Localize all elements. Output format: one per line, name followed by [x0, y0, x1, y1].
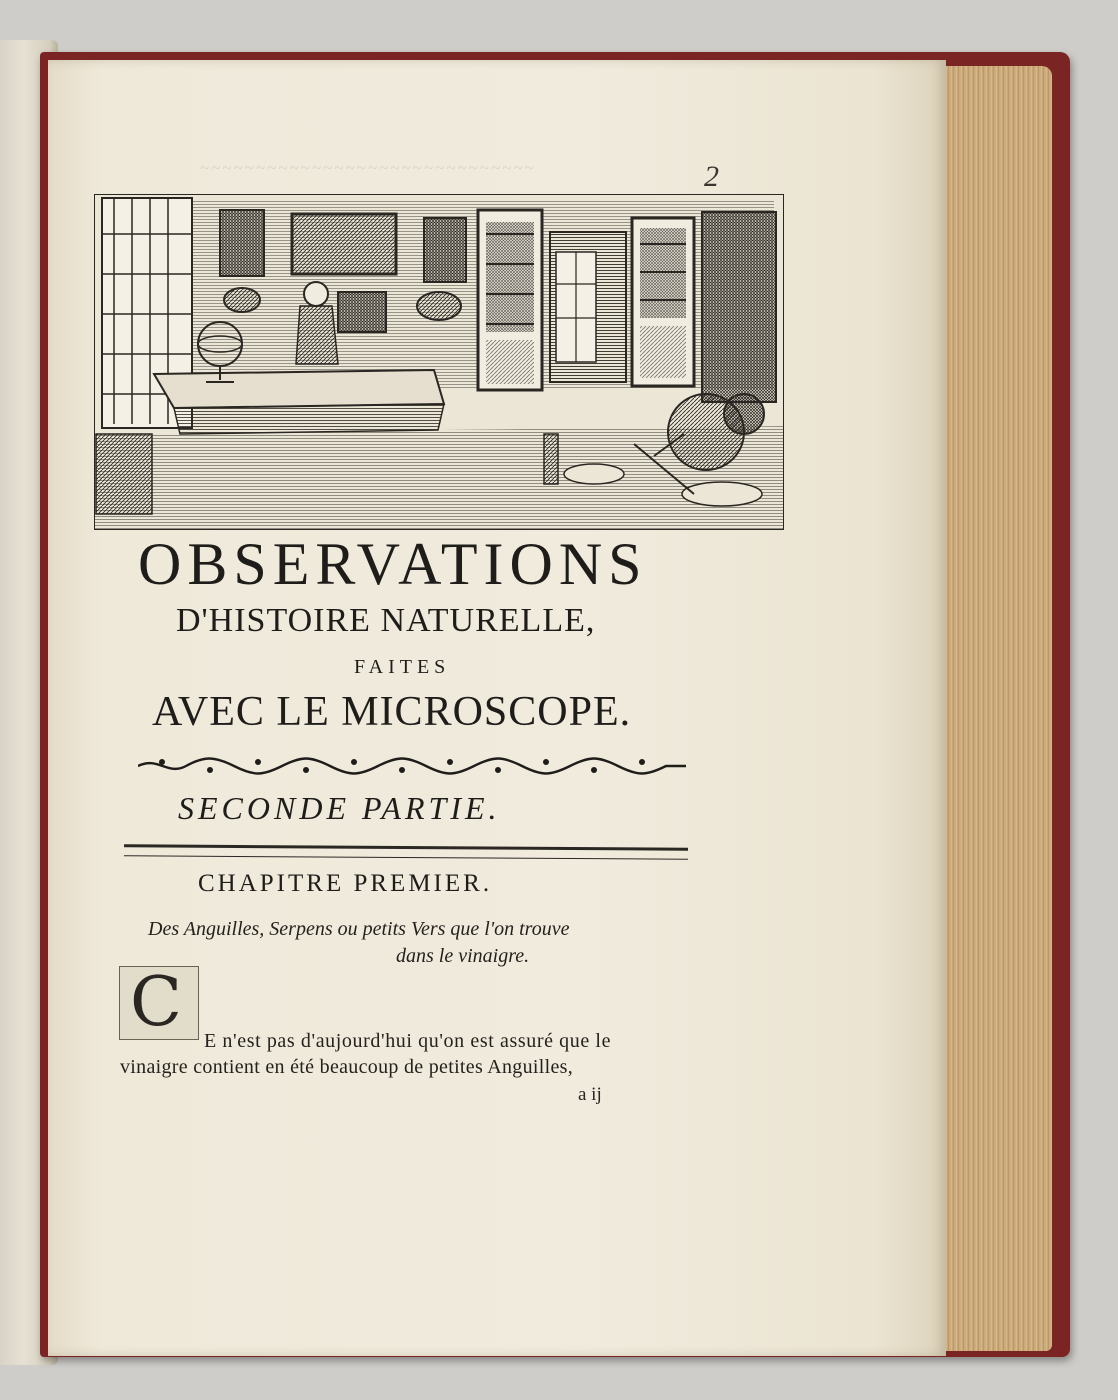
page-block-edges: [940, 66, 1052, 1351]
chapter-subtitle-line-1: Des Anguilles, Serpens ou petits Vers que l'on trouve: [148, 918, 570, 940]
handwritten-page-number: 2: [704, 160, 719, 193]
ornamental-drop-cap: [119, 963, 199, 1042]
title-line-histoire-naturelle: D'HISTOIRE NATURELLE,: [176, 602, 596, 639]
body-text-line-1: E n'est pas d'aujourd'hui qu'on est assuré que le: [204, 1030, 612, 1052]
part-heading: SECONDE PARTIE.: [178, 790, 501, 826]
title-line-microscope: AVEC LE MICROSCOPE.: [152, 689, 632, 735]
engraving-illustration: [94, 194, 784, 530]
drop-cap-letter: C: [130, 963, 183, 1042]
floral-ornament-rule: [138, 754, 686, 778]
body-text-line-2: vinaigre contient en été beaucoup de petites Anguilles,: [120, 1056, 574, 1078]
show-through-text: ~~~~~~~~~~~~~~~~~~~~~~~~~~~~~~: [200, 158, 536, 177]
signature-mark: a ij: [578, 1084, 602, 1105]
chapter-heading: CHAPITRE PREMIER.: [198, 870, 493, 897]
title-line-faites: FAITES: [354, 656, 451, 678]
title-line-observations: OBSERVATIONS: [138, 531, 648, 597]
chapter-subtitle-line-2: dans le vinaigre.: [396, 945, 530, 967]
